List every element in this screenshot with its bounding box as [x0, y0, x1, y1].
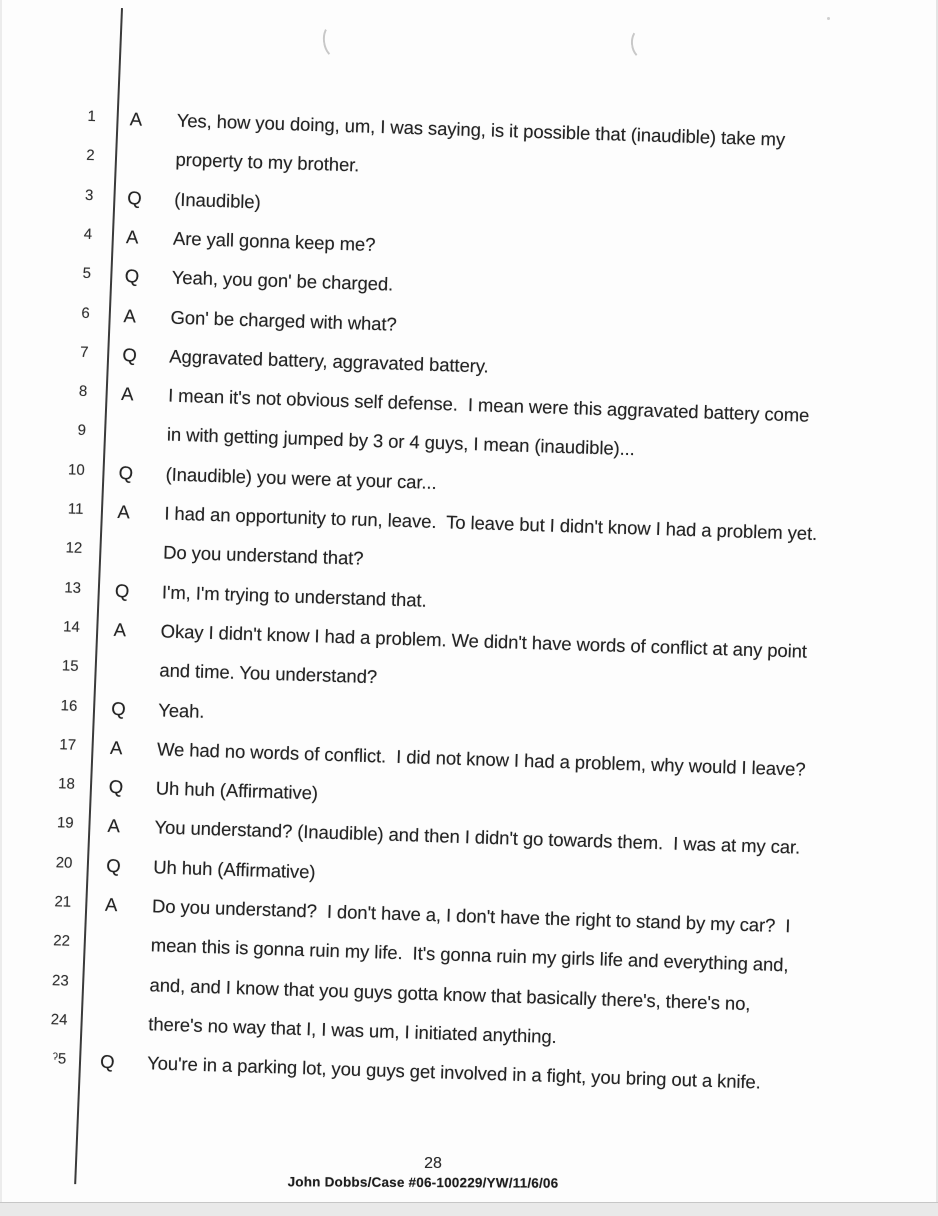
speaker-label [117, 540, 151, 541]
line-number: 13 [64, 578, 82, 597]
speaker-label: Q [108, 775, 124, 798]
line-number: 11 [67, 500, 84, 518]
speaker-label [102, 1012, 136, 1013]
speaker-label: Q [122, 343, 138, 366]
speaker-label [120, 422, 154, 423]
line-number: 9 [77, 422, 87, 440]
line-number: 5 [82, 264, 92, 283]
line-text: Aggravated battery, aggravated battery. [169, 345, 489, 377]
line-number: ˀ5 [52, 1050, 67, 1068]
line-number: 15 [61, 657, 79, 676]
line-text: there's no way that I, I was um, I initiated anything. [148, 1013, 557, 1047]
line-text: Gon' be charged with what? [170, 306, 398, 335]
speaker-label: A [104, 893, 118, 916]
line-text: We had no words of conflict. I did not know I had a problem, why would I leave? [156, 738, 806, 780]
line-number: 4 [83, 225, 93, 243]
speaker-label [113, 658, 147, 659]
line-text: Do you understand? I don't have a, I don't have the right to stand by my car? I [151, 895, 791, 937]
speaker-label: Q [124, 265, 140, 287]
speaker-label: A [117, 501, 131, 523]
line-text: Are yall gonna keep me? [172, 227, 376, 255]
line-number: 12 [65, 539, 83, 558]
line-number: 18 [57, 775, 76, 793]
line-number: 6 [81, 304, 90, 322]
line-number: 19 [56, 814, 74, 833]
line-number: 7 [79, 343, 89, 361]
line-text: Yeah. [157, 698, 205, 722]
speaker-label: Q [110, 697, 127, 719]
line-number: 3 [84, 186, 94, 204]
speaker-label: A [120, 383, 134, 405]
scan-speck [827, 17, 830, 20]
line-text: I'm, I'm trying to understand that. [161, 581, 427, 611]
line-text: mean this is gonna ruin my life. It's gonna ruin my girls life and everything and, [150, 934, 789, 976]
line-text: You're in a parking lot, you guys get involved in a fight, you bring out a knife. [146, 1052, 762, 1093]
line-text: Uh huh (Affirmative) [155, 777, 319, 804]
line-text: and, and I know that you guys gotta know that basically there's, there's no, [149, 973, 751, 1014]
speaker-label: Q [127, 186, 143, 209]
speaker-label: A [113, 618, 127, 641]
line-number: 16 [60, 696, 78, 715]
line-number: 23 [51, 971, 69, 990]
line-text: Okay I didn't know I had a problem. We didn't have words of conflict at any point [160, 620, 808, 662]
line-text: and time. You understand? [159, 659, 378, 688]
page-number: 28 [424, 1155, 442, 1172]
line-number: 1 [87, 107, 97, 126]
speaker-label [129, 147, 163, 148]
line-text: I had an opportunity to run, leave. To leave but I didn't know I had a problem yet. [164, 502, 818, 544]
speaker-label [104, 933, 138, 934]
speaker-label: Q [118, 461, 134, 484]
line-number: 8 [78, 382, 88, 401]
speaker-label: A [123, 304, 137, 326]
line-text: Yeah, you gon' be charged. [171, 266, 394, 295]
speaker-label: Q [106, 854, 122, 876]
footer-case-line: John Dobbs/Case #06-100229/YW/11/6/06 [287, 1174, 559, 1191]
line-text: (Inaudible) you were at your car... [165, 463, 437, 493]
line-text: You understand? (Inaudible) and then I didn't go towards them. I was at my car. [154, 816, 801, 858]
scan-edge-bottom [0, 1202, 938, 1216]
line-number: 20 [55, 853, 73, 872]
line-number: 14 [62, 618, 81, 636]
line-number: 10 [67, 461, 86, 479]
line-text: property to my brother. [175, 148, 360, 176]
line-number: 2 [86, 147, 95, 165]
speaker-label: A [109, 736, 123, 759]
line-number: 22 [52, 932, 71, 951]
line-text: Yes, how you doing, um, I was saying, is it possible that (inaudible) take my [176, 109, 786, 150]
line-text: I mean it's not obvious self defense. I mean were this aggravated battery come [167, 384, 810, 426]
line-text: Do you understand that? [162, 541, 364, 570]
speaker-label: A [129, 108, 143, 130]
speaker-label [103, 972, 137, 973]
speaker-label: A [107, 815, 121, 837]
speaker-label: A [125, 226, 139, 248]
speaker-label: Q [114, 579, 130, 601]
line-text: in with getting jumped by 3 or 4 guys, I mean (inaudible)... [166, 423, 636, 460]
line-number: 21 [54, 893, 72, 911]
line-text: Uh huh (Affirmative) [153, 855, 316, 883]
line-text: (Inaudible) [173, 188, 261, 212]
line-number: 17 [59, 736, 77, 754]
line-number: 24 [50, 1011, 68, 1029]
speaker-label: Q [99, 1050, 115, 1073]
